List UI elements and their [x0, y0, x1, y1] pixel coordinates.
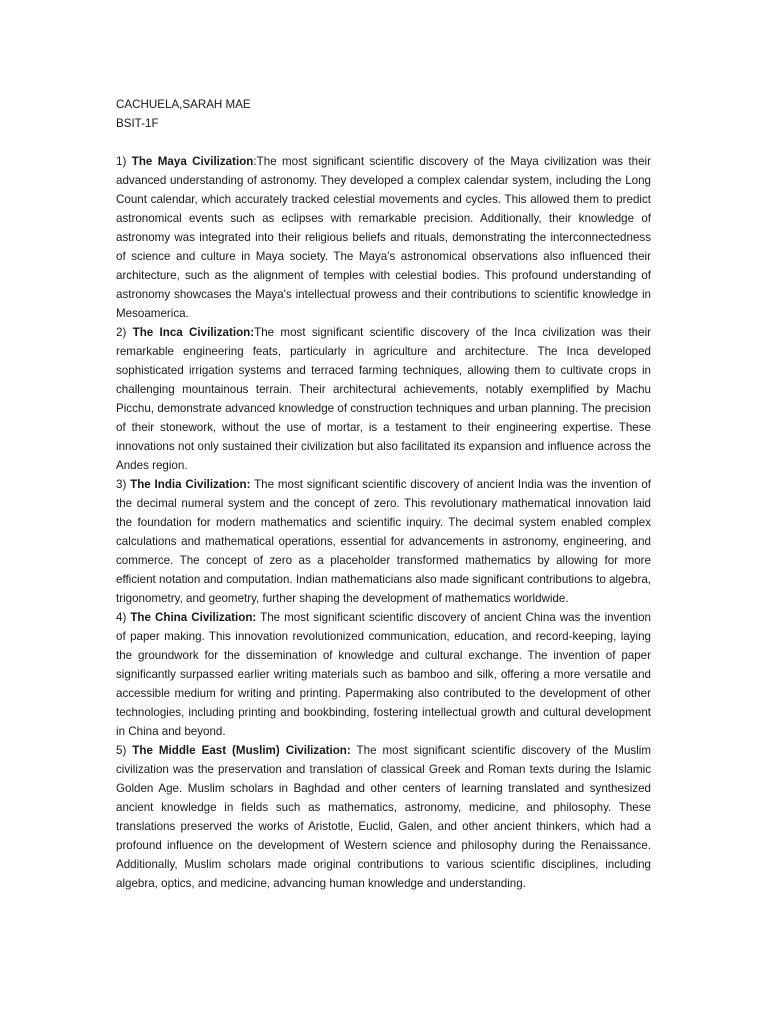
- class-section: BSIT-1F: [116, 117, 159, 130]
- section-number: 2): [116, 326, 133, 339]
- section-middle-east: [116, 741, 651, 893]
- author-name: CACHUELA,SARAH MAE: [116, 98, 251, 111]
- section-separator: :: [253, 155, 257, 168]
- section-title: The India Civilization:: [130, 478, 251, 491]
- section-body: The most significant scientific discovery of ancient China was the invention of paper making. This innovation revolutionized communication, education, and record-keeping, laying the groundwork for the dissemination of knowledge and cultural exchange. The invention of paper significantly surpassed earlier writing materials such as bamboo and silk, offering a more versatile and accessible medium for writing and printing. Papermaking also contributed to the development of other technologies, including printing and bookbinding, fostering intellectual growth and cultural development in China and beyond.: [116, 611, 651, 738]
- section-number: 1): [116, 155, 132, 168]
- section-inca: [116, 323, 651, 475]
- section-body: The most significant scientific discovery of the Maya civilization was their advanced understanding of astronomy. They developed a complex calendar system, including the Long Count calendar, which accurately tracked celestial movements and cycles. This allowed them to predict astronomical events such as eclipses with remarkable precision. Additionally, their knowledge of astronomy was integrated into their religious beliefs and rituals, demonstrating the interconnectedness of science and culture in Maya society. The Maya's astronomical observations also influenced their architecture, such as the alignment of temples with celestial bodies. This profound understanding of astronomy showcases the Maya's intellectual prowess and their contributions to scientific knowledge in Mesoamerica.: [116, 155, 651, 320]
- section-body: The most significant scientific discovery of the Muslim civilization was the preservation and translation of classical Greek and Roman texts during the Islamic Golden Age. Muslim scholars in Baghdad and other centers of learning translated and synthesized ancient knowledge in fields such as mathematics, astronomy, medicine, and philosophy. These translations preserved the works of Aristotle, Euclid, Galen, and other ancient thinkers, which had a profound influence on the development of Western science and philosophy during the Renaissance. Additionally, Muslim scholars made original contributions to various scientific disciplines, including algebra, optics, and medicine, advancing human knowledge and understanding.: [116, 744, 651, 890]
- section-india: [116, 475, 651, 608]
- section-body: The most significant scientific discovery of ancient India was the invention of the decimal numeral system and the concept of zero. This revolutionary mathematical innovation laid the foundation for modern mathematics and scientific inquiry. The decimal system enabled complex calculations and mathematical operations, essential for advancements in astronomy, engineering, and commerce. The concept of zero as a placeholder transformed mathematics by allowing for more efficient notation and computation. Indian mathematicians also made significant contributions to algebra, trigonometry, and geometry, further shaping the development of mathematics worldwide.: [116, 478, 652, 605]
- section-title: The China Civilization:: [130, 611, 257, 624]
- section-china: [116, 608, 651, 741]
- section-number: 3): [116, 478, 131, 491]
- section-title: The Maya Civilization: [131, 155, 254, 168]
- section-body: The most significant scientific discovery of the Inca civilization was their remarkable engineering feats, particularly in agriculture and architecture. The Inca developed sophisticated irrigation systems and terraced farming techniques, allowing them to cultivate crops in challenging mountainous terrain. Their architectural achievements, notably exemplified by Machu Picchu, demonstrate advanced knowledge of construction techniques and urban planning. The precision of their stonework, without the use of mortar, is a testament to their engineering expertise. These innovations not only sustained their civilization but also facilitated its expansion and influence across the Andes region.: [116, 326, 652, 472]
- blank-line: [116, 133, 651, 152]
- section-title: The Middle East (Muslim) Civilization:: [132, 744, 351, 757]
- section-title: The Inca Civilization:: [132, 326, 255, 339]
- document-page: [116, 95, 651, 893]
- section-number: 4): [116, 611, 131, 624]
- section-number: 5): [116, 744, 133, 757]
- section-maya: [116, 152, 651, 323]
